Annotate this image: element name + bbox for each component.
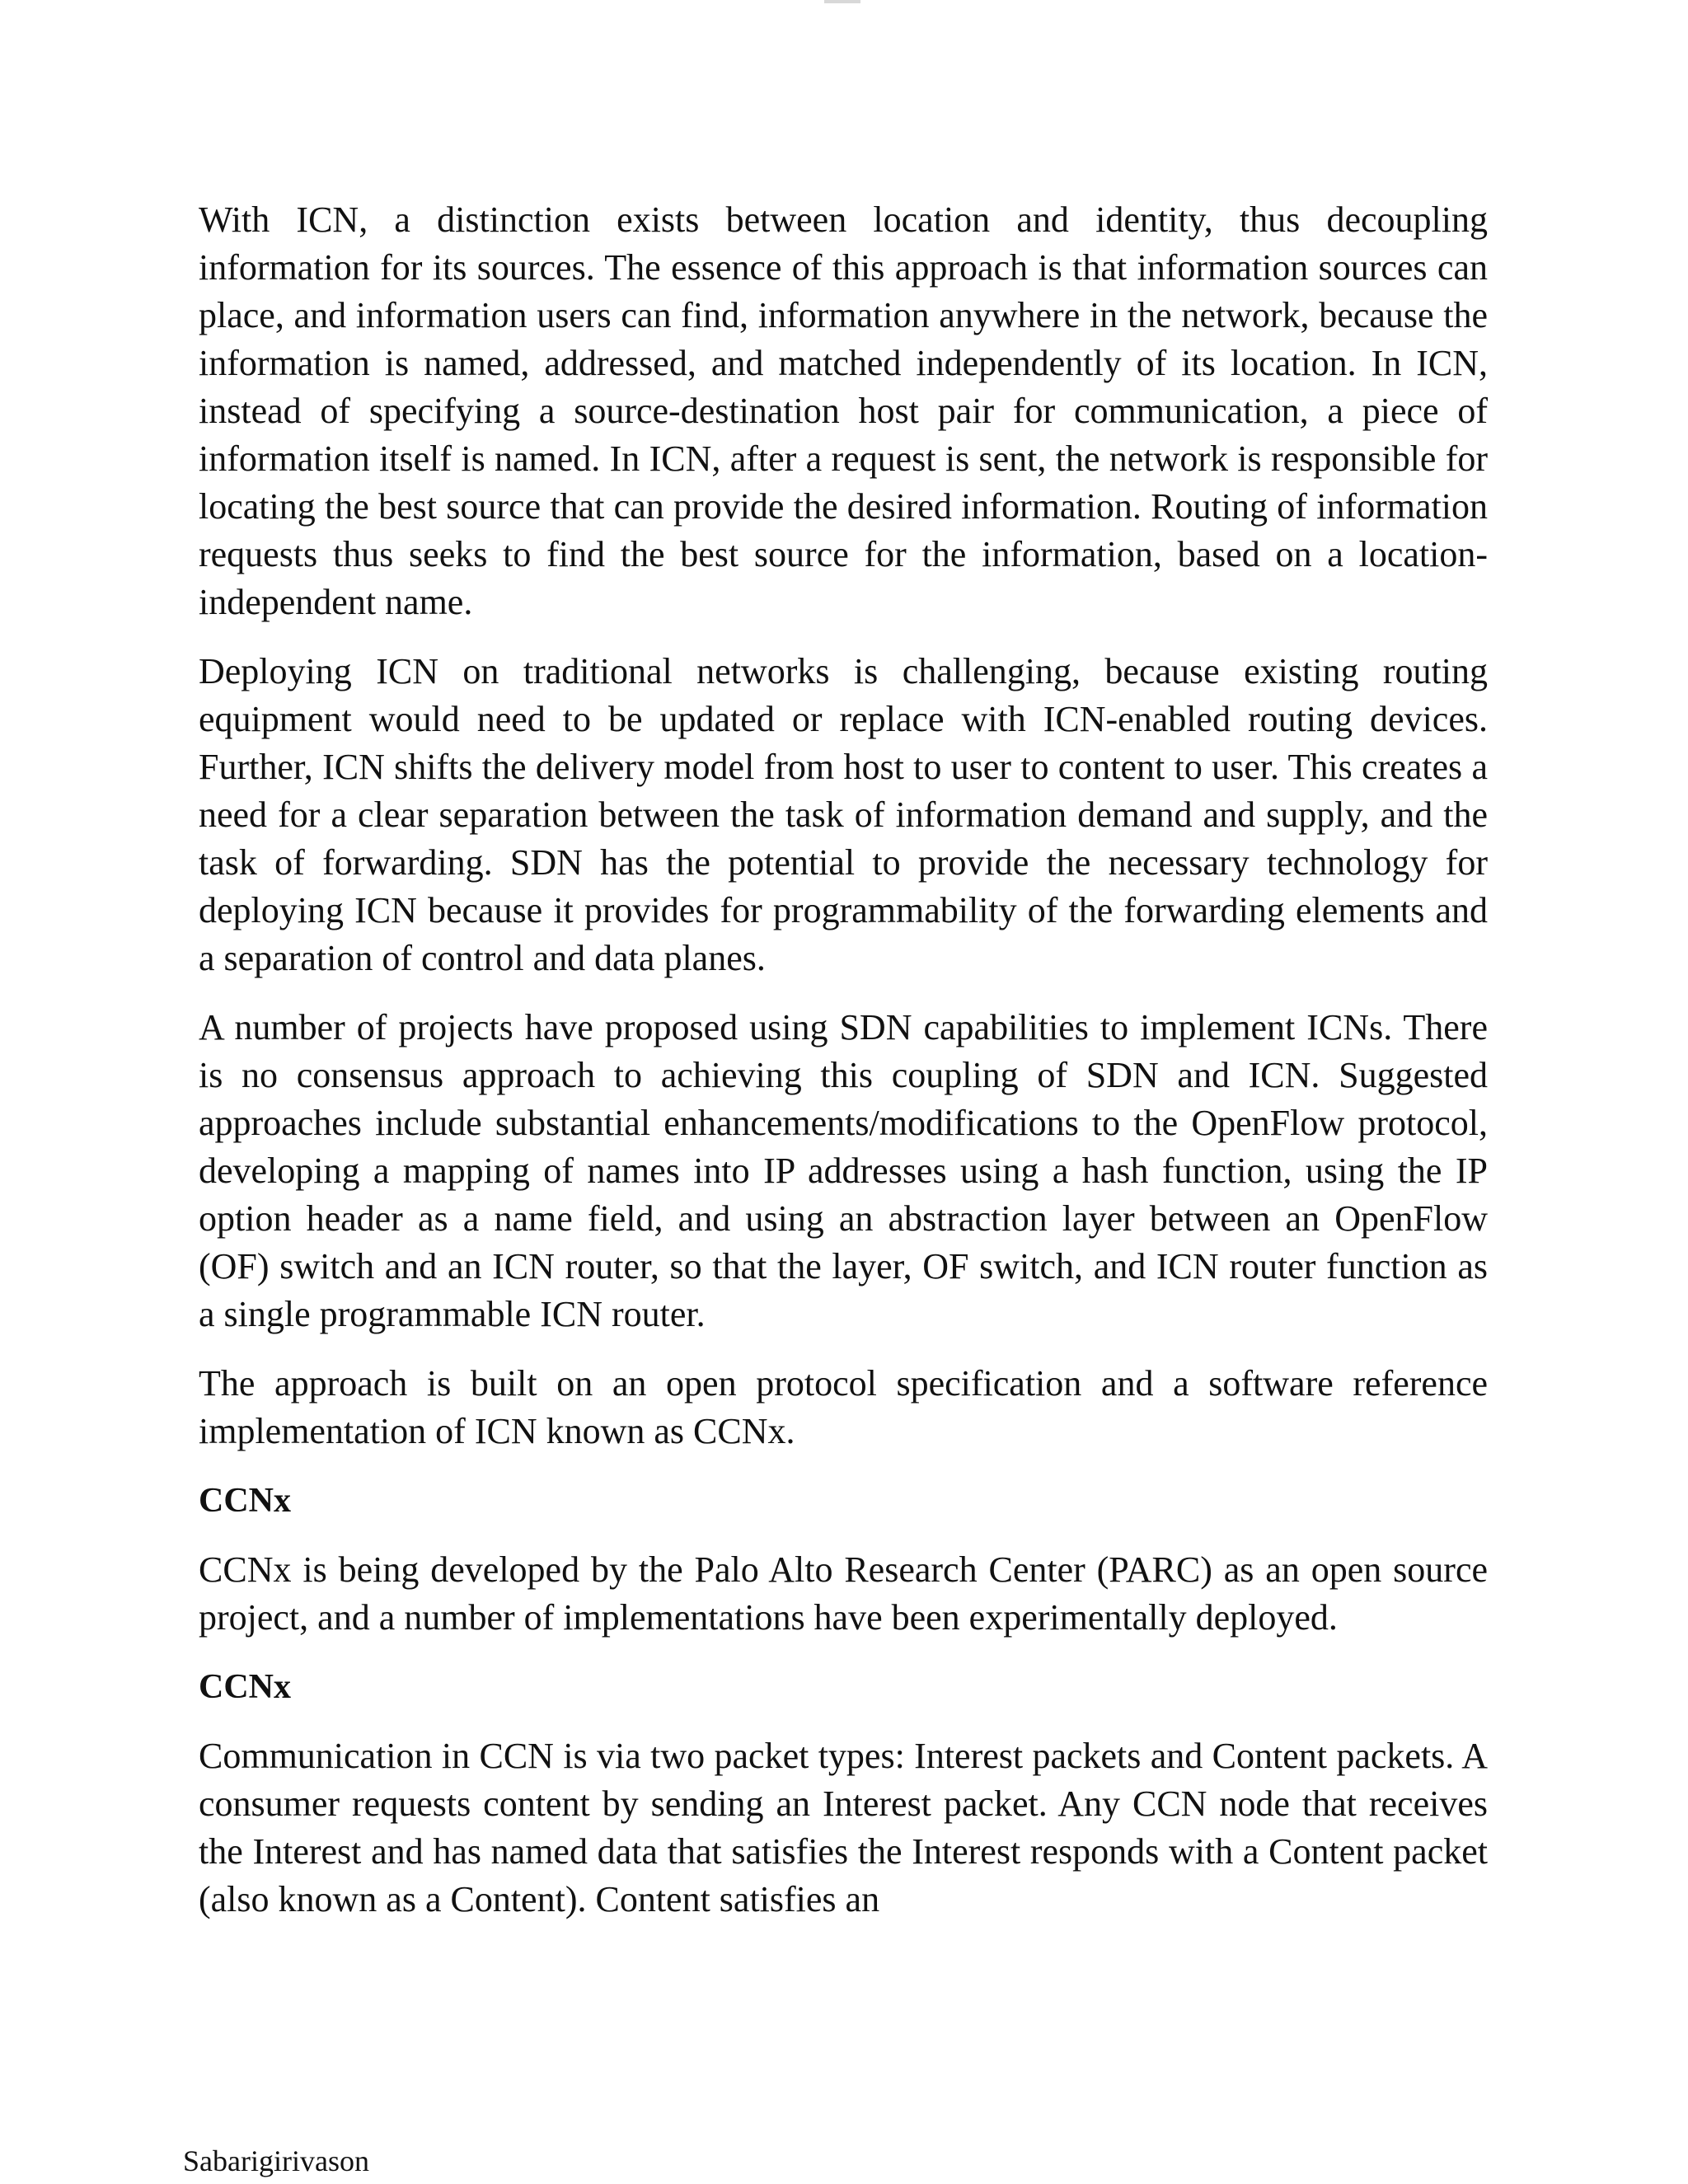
paragraph-sdn-projects: A number of projects have proposed using SDN capabilities to implement ICNs. There is no consensus approach to achieving this coupling of SDN and ICN. Suggested approaches include substantial enhancements/modifications to the OpenFlow protocol, developing a mapping of names into IP addresses using a hash function, using the IP option header as a name field, and using an abstraction layer between an OpenFlow (OF) switch and an ICN router, so that the layer, OF switch, and ICN router function as a single programmable ICN router. (199, 1007, 1488, 1334)
section-heading-ccnx: CCNx (199, 1482, 291, 1520)
paragraph-deploying-icn: Deploying ICN on traditional networks is challenging, because existing routing equipment would need to be updated or replace with ICN-enabled routing devices. Further, ICN shifts the delivery model from host to user to content to user. This creates a need for a clear separation between the task of information demand and supply, and the task of forwarding. SDN has the potential to provide the necessary technology for deploying ICN because it provides for programmability of the forwarding elements and a separation of control and data planes. (199, 651, 1488, 978)
document-body (199, 196, 1488, 1945)
paragraph-icn-intro: With ICN, a distinction exists between location and identity, thus decoupling information for its sources. The essence of this approach is that information sources can place, and information users can find, information anywhere in the network, because the information is named, addressed, and matched independently of its location. In ICN, instead of specifying a source-destination host pair for communication, a piece of information itself is named. In ICN, after a request is sent, the network is responsible for locating the best source that can provide the desired information. Routing of information requests thus seeks to find the best source for the information, based on a location-independent name. (199, 199, 1488, 622)
header-mark (824, 0, 860, 3)
footer-author: Sabarigirivason (183, 2144, 369, 2177)
section-heading-ccnx-2: CCNx (199, 1668, 291, 1706)
paragraph-ccnx-parc: CCNx is being developed by the Palo Alto Research Center (PARC) as an open source project, and a number of implementations have been experimentally deployed. (199, 1549, 1488, 1638)
paragraph-ccn-communication: Communication in CCN is via two packet types: Interest packets and Content packets. A consumer requests content by sending an Interest packet. Any CCN node that receives the Interest and has named data that satisfies the Interest responds with a Content packet (also known as a Content). Content satisfies an (199, 1736, 1488, 1919)
paragraph-approach: The approach is built on an open protocol specification and a software reference implementation of ICN known as CCNx. (199, 1363, 1488, 1451)
